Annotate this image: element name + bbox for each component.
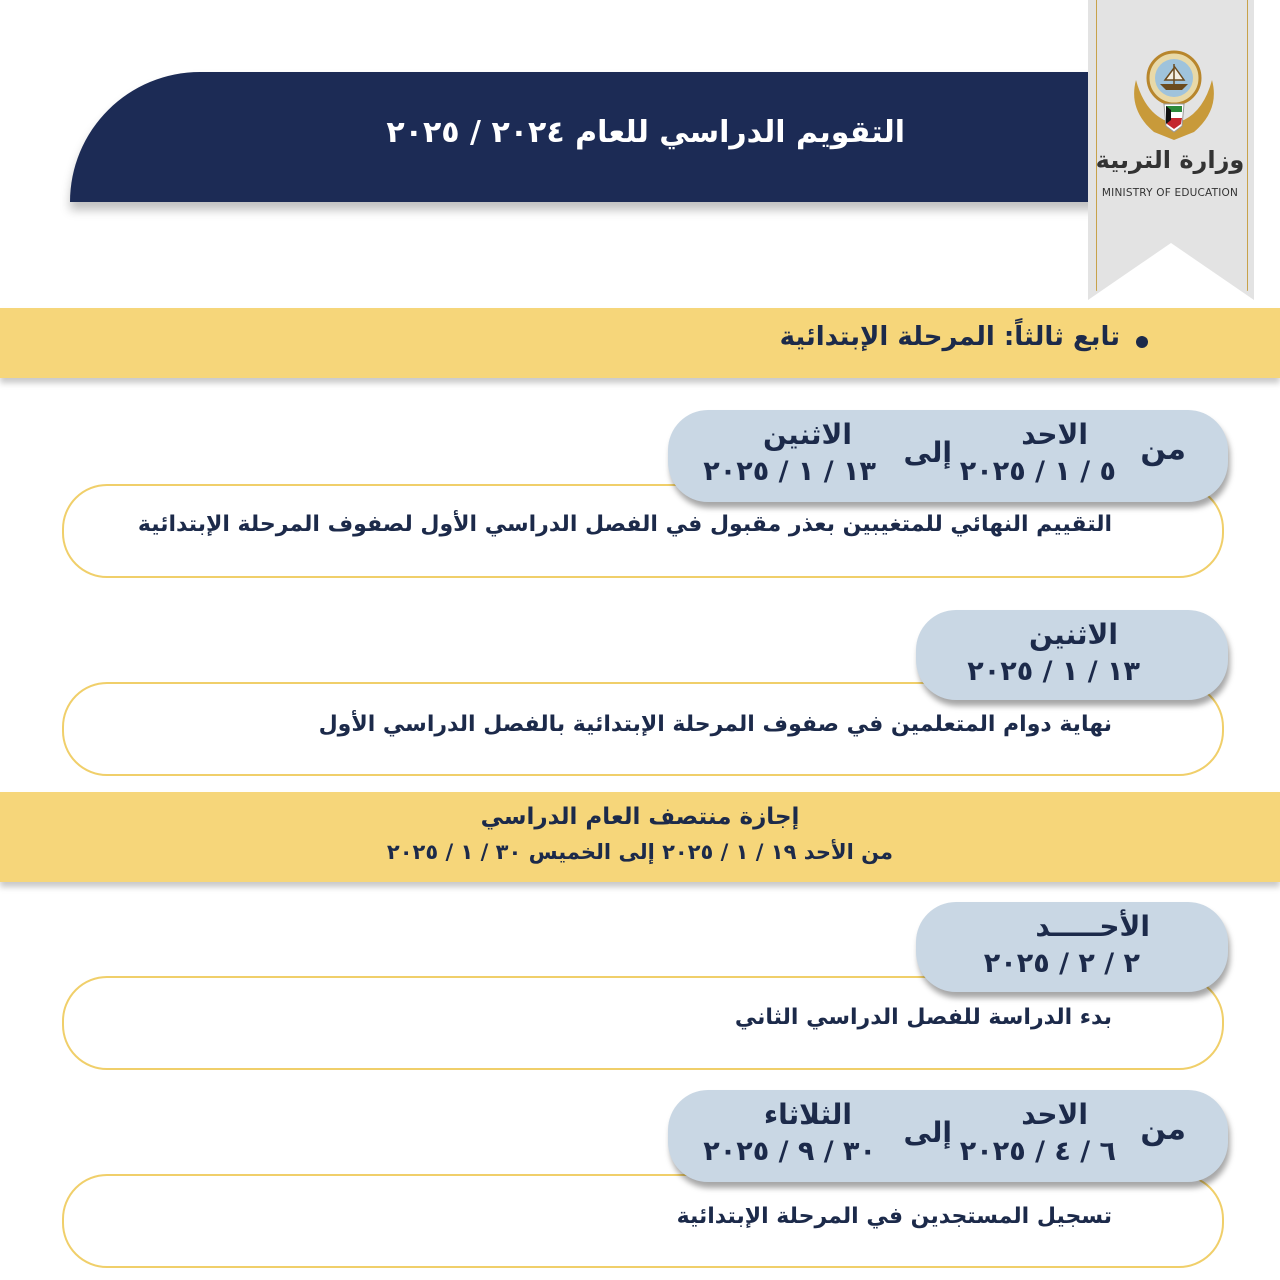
start-date: ٥ / ١ / ٢٠٢٥ (959, 456, 1116, 487)
to-label: إلى (903, 436, 952, 469)
end-day: الثلاثاء (763, 1098, 852, 1131)
ministry-name-arabic: وزارة التربية (1095, 146, 1245, 174)
midyear-dates: من الأحد ١٩ / ١ / ٢٠٢٥ إلى الخميس ٣٠ / ١ / ٢٠٢٥ (386, 840, 894, 864)
date-range-pill (668, 1090, 1228, 1182)
event-description: بدء الدراسة للفصل الدراسي الثاني (734, 1005, 1112, 1030)
event-day: الاثنين (1028, 618, 1118, 651)
start-day: الاحد (1021, 1098, 1088, 1131)
section-heading: تابع ثالثاً: المرحلة الإبتدائية (779, 322, 1120, 352)
event-description: تسجيل المستجدين في المرحلة الإبتدائية (676, 1204, 1112, 1229)
start-day: الاحد (1021, 418, 1088, 451)
bullet-icon (1136, 336, 1148, 348)
date-pill (916, 902, 1228, 992)
from-label: من (1140, 1112, 1186, 1147)
page-title: التقويم الدراسي للعام ٢٠٢٤ / ٢٠٢٥ (386, 115, 905, 150)
from-label: من (1140, 432, 1186, 467)
event-description: التقييم النهائي للمتغيبين بعذر مقبول في الفصل الدراسي الأول لصفوف المرحلة الإبتدائية (137, 512, 1112, 537)
end-day: الاثنين (762, 418, 852, 451)
event-day: الأحـــــد (1035, 910, 1150, 943)
event-description: نهاية دوام المتعلمين في صفوف المرحلة الإبتدائية بالفصل الدراسي الأول (318, 712, 1112, 737)
start-date: ٦ / ٤ / ٢٠٢٥ (959, 1136, 1116, 1167)
date-range-pill (668, 410, 1228, 502)
end-date: ٣٠ / ٩ / ٢٠٢٥ (703, 1136, 876, 1167)
ministry-name-english: MINISTRY OF EDUCATION (1101, 187, 1239, 199)
event-date: ١٣ / ١ / ٢٠٢٥ (967, 656, 1140, 687)
midyear-title: إجازة منتصف العام الدراسي (480, 804, 800, 830)
to-label: إلى (903, 1116, 952, 1149)
event-date: ٢ / ٢ / ٢٠٢٥ (983, 948, 1140, 979)
end-date: ١٣ / ١ / ٢٠٢٥ (703, 456, 876, 487)
date-pill (916, 610, 1228, 700)
kuwait-emblem-icon (1124, 40, 1224, 150)
